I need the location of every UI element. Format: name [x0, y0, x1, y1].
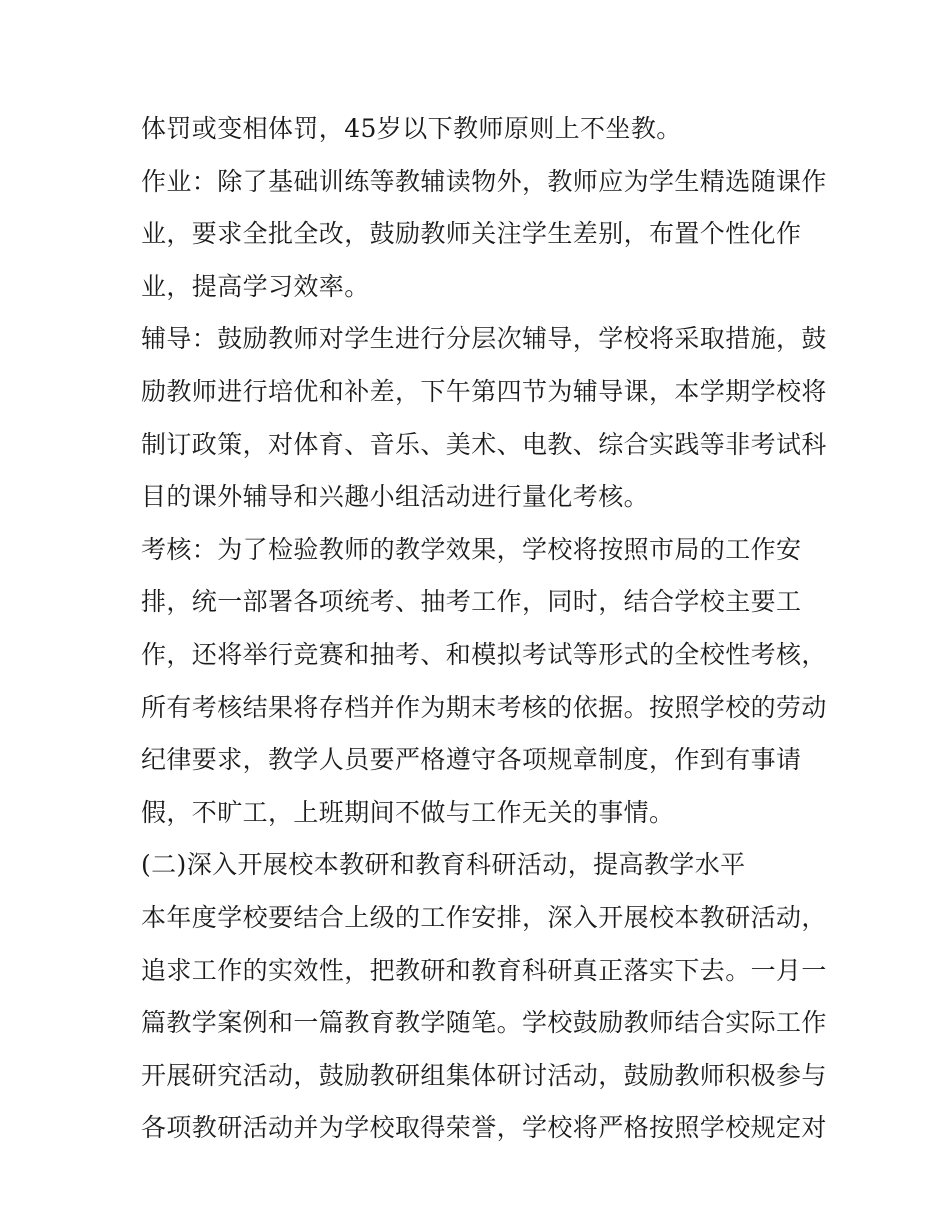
text-line: 业，提高学习效率。 — [141, 271, 370, 301]
text-line: 考核：为了检验教师的教学效果，学校将按照市局的工作安 — [141, 534, 802, 564]
text-line: 开展研究活动，鼓励教研组集体研讨活动，鼓励教师积极参与 — [141, 1060, 827, 1090]
text-line: 励教师进行培优和补差，下午第四节为辅导课，本学期学校将 — [141, 376, 827, 406]
text-line: 作，还将举行竞赛和抽考、和模拟考试等形式的全校性考核， — [141, 639, 827, 669]
text-line: 纪律要求，教学人员要严格遵守各项规章制度，作到有事请 — [141, 745, 802, 775]
text-line: 制订政策，对体育、音乐、美术、电教、综合实践等非考试科 — [141, 429, 827, 459]
text-line: 篇教学案例和一篇教育教学随笔。学校鼓励教师结合实际工作 — [141, 1008, 827, 1038]
text-line: 本年度学校要结合上级的工作安排，深入开展校本教研活动， — [141, 902, 827, 932]
text-line: 假，不旷工，上班期间不做与工作无关的事情。 — [141, 797, 675, 827]
text-line: 各项教研活动并为学校取得荣誉，学校将严格按照学校规定对 — [141, 1113, 827, 1143]
text-line: 业，要求全批全改，鼓励教师关注学生差别，布置个性化作 — [141, 219, 802, 249]
text-line: 追求工作的实效性，把教研和教育科研真正落实下去。一月一 — [141, 955, 827, 985]
text-line: 排，统一部署各项统考、抽考工作，同时，结合学校主要工 — [141, 587, 802, 617]
text-line: 目的课外辅导和兴趣小组活动进行量化考核。 — [141, 482, 650, 512]
text-line: 作业：除了基础训练等教辅读物外，教师应为学生精选随课作 — [141, 166, 827, 196]
text-line: 体罚或变相体罚，45岁以下教师原则上不坐教。 — [141, 114, 682, 143]
text-line: 辅导：鼓励教师对学生进行分层次辅导，学校将采取措施，鼓 — [141, 324, 827, 354]
section-heading: (二)深入开展校本教研和教育科研活动，提高教学水平 — [141, 850, 746, 880]
text-line: 所有考核结果将存档并作为期末考核的依据。按照学校的劳动 — [141, 692, 827, 722]
document-body — [141, 103, 831, 1155]
